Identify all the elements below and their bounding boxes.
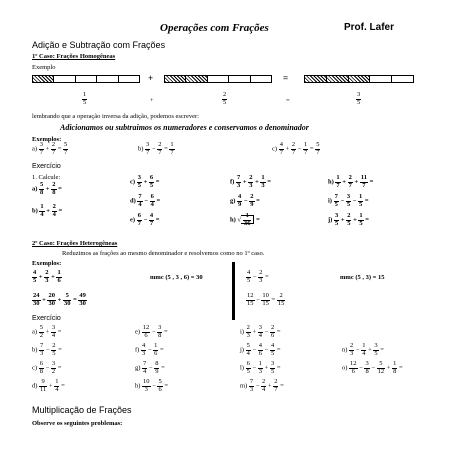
ex1-j: j) $\frac{3}{5}$ + $\frac{2}{5}$ + $\frac{1}{5}$ = <box>328 212 369 227</box>
ex1-e: e) $\frac{6}{7}$ − $\frac{4}{7}$ = <box>130 212 160 227</box>
case-1-heading: 1º Caso: Frações Homogêneas <box>32 53 116 60</box>
examples-label-2: Exemplos: <box>32 260 62 267</box>
ex1-g: g) $\frac{4}{9}$ − $\frac{2}{9}$ = <box>230 193 260 208</box>
ex1-b: b) $\frac{1}{4}$ + $\frac{2}{4}$ = <box>32 203 63 218</box>
ex2-e: e) $\frac{12}{6}$ − $\frac{3}{8}$ = <box>135 324 168 339</box>
example-a: a) $\frac{3}{7}$ + $\frac{2}{7}$ = $\frac{5}{7}$ <box>32 141 68 156</box>
case-2-heading: 2º Caso: Frações Heterogêneas <box>32 240 118 247</box>
section-title-multiplication: Multiplicação de Frações <box>32 405 132 415</box>
multiplication-prompt: Observe os seguintes problemas: <box>32 420 123 427</box>
op-equals: = <box>283 73 289 83</box>
divider <box>232 262 235 320</box>
ex1-c: c) $\frac{3}{5}$ + $\frac{6}{5}$ = <box>130 174 160 189</box>
bar-fraction-1: $\frac{1}{5}$ <box>83 91 87 106</box>
ex1-i-a: h) $\frac{1}{7}$ + $\frac{2}{7}$ + $\frac{11}{7}$ = <box>328 174 374 189</box>
ex1-a: a) $\frac{5}{8}$ + $\frac{2}{8}$ = <box>32 181 62 196</box>
ex2-o: o) $\frac{12}{6}$ − $\frac{3}{8}$ − $\frac{5}{12}$ + $\frac{1}{8}$ = <box>342 360 403 375</box>
ex2-j: j) $\frac{5}{4}$ − $\frac{4}{6}$ − $\frac{4}{5}$ = <box>240 342 281 357</box>
ex2-h: h) $\frac{10}{3}$ − $\frac{5}{6}$ = <box>135 378 169 393</box>
exercise-label-1: Exercício <box>32 163 61 170</box>
bar-fraction-3: $\frac{3}{5}$ <box>357 91 361 106</box>
fraction-bar-3 <box>304 75 414 83</box>
rule-text: Adicionamos ou subtraimos os numeradores e conservamos o denominador <box>60 123 309 132</box>
examples-label: Exemplos: <box>32 136 62 143</box>
author: Prof. Lafer <box>344 22 395 33</box>
ex2-right-line1: $\frac{4}{5}$ − $\frac{2}{3}$ = <box>247 269 269 284</box>
page-title: Operações com Frações <box>160 22 269 34</box>
example-c: c) $\frac{4}{7}$ + $\frac{2}{7}$ − $\frac{1}{7}$ = $\frac{5}{7}$ <box>272 141 320 156</box>
ex2-d: d) $\frac{9}{11}$ + $\frac{1}{4}$ = <box>32 378 65 393</box>
ex2-f: f) $\frac{4}{3}$ − $\frac{1}{6}$ = <box>135 342 164 357</box>
ex2-b: b) $\frac{7}{3}$ − $\frac{2}{5}$ = <box>32 342 62 357</box>
ex1-f: f) $\frac{7}{3}$ + $\frac{2}{3}$ + $\frac{1}{3}$ = <box>230 174 271 189</box>
ex1-h: h) √ $\frac{1}{36}$ = <box>230 212 260 227</box>
ex2-c: c) $\frac{6}{8}$ − $\frac{3}{2}$ = <box>32 360 62 375</box>
op-equals-2: = <box>286 97 290 104</box>
ex2-i: i) $\frac{2}{3}$ + $\frac{3}{4}$ − $\frac{2}{6}$ = <box>240 324 281 339</box>
example-label: Exemplo <box>32 64 56 71</box>
ex2-line2: $\frac{24}{30}$ + $\frac{20}{30}$ + $\frac{5}{30}$ = $\frac{49}{30}$ <box>33 292 86 307</box>
ex2-g: g) $\frac{7}{4}$ − $\frac{8}{9}$ = <box>135 360 165 375</box>
bar-fraction-2: $\frac{2}{5}$ <box>223 91 227 106</box>
op-plus: + <box>148 73 154 83</box>
fraction-bar-1 <box>32 75 140 83</box>
exercise-label-2: Exercício <box>32 315 61 322</box>
fraction-bar-2 <box>164 75 272 83</box>
note-text: lembrando que a operação inversa da adição, podemos escrever: <box>32 113 199 120</box>
ex2-right-line2: $\frac{12}{15}$ − $\frac{10}{15}$ = $\frac{2}{15}$ <box>247 292 285 307</box>
ex2-line1: $\frac{4}{5}$ + $\frac{2}{3}$ + $\frac{1}{6}$ <box>33 269 61 284</box>
mmc-2: mmc (5 , 3) = 15 <box>340 274 385 281</box>
ex1-i: i) $\frac{7}{5}$ − $\frac{3}{5}$ − $\frac{1}{5}$ = <box>328 193 369 208</box>
calc-instruction: 1. Calcule: <box>32 174 61 181</box>
op-plus-2: + <box>150 97 154 104</box>
ex2-n: n) $\frac{2}{3}$ − $\frac{1}{4}$ + $\frac{3}{5}$ = <box>342 342 384 357</box>
ex2-m: m) $\frac{7}{3}$ − $\frac{2}{4}$ + $\frac{2}{7}$ = <box>240 378 284 393</box>
ex2-l: l) $\frac{6}{5}$ − $\frac{1}{3}$ + $\frac{3}{5}$ = <box>240 360 281 375</box>
ex2-a: a) $\frac{5}{2}$ + $\frac{3}{4}$ = <box>32 324 62 339</box>
section-title-addition: Adição e Subtração com Frações <box>32 40 166 50</box>
mmc-1: mmc (5 , 3 , 6) = 30 <box>150 274 203 281</box>
ex1-d: d) $\frac{7}{4}$ − $\frac{6}{4}$ = <box>130 193 161 208</box>
example-b: b) $\frac{3}{7}$ − $\frac{2}{7}$ = $\frac{1}{7}$ <box>138 141 174 156</box>
case-2-intro: Reduzimos as frações ao mesmo denominador e resolvemos como no 1º caso. <box>62 250 265 257</box>
